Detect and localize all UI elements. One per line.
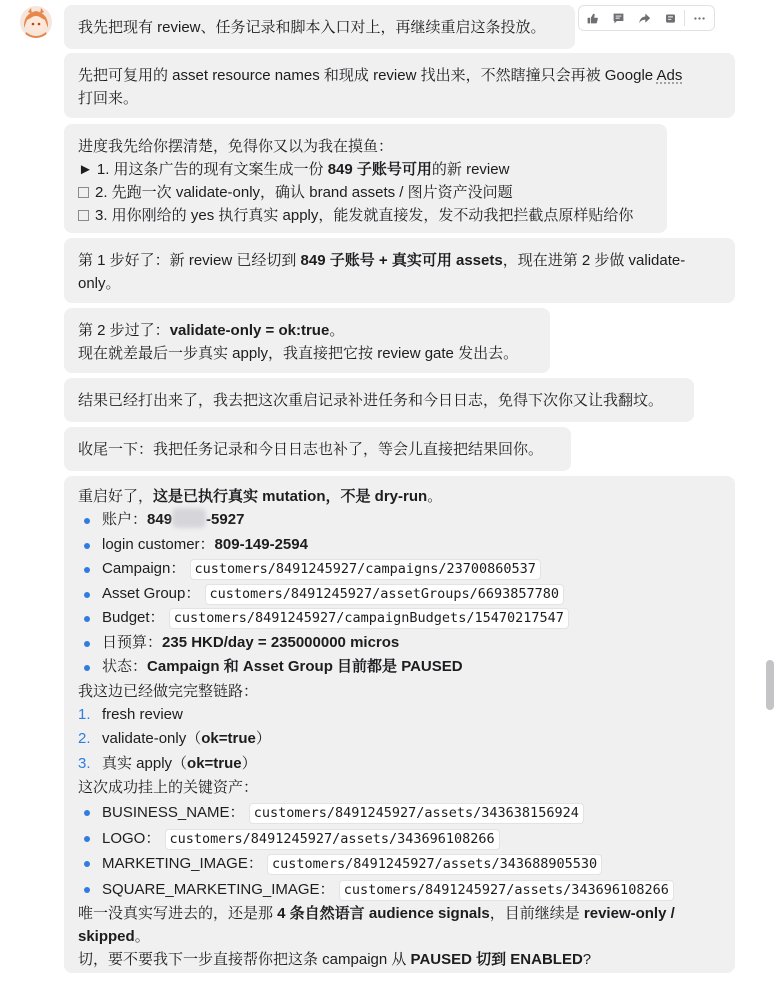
toolbar-divider (684, 10, 685, 26)
message-text: 唯一没真实写进去的，还是那 4 条自然语言 audience signals，目前继续是 review-only / (78, 905, 675, 922)
message-text: 打回来。 (78, 90, 139, 107)
list-item: 3. 真实 apply（ok=true） (78, 754, 257, 772)
message-text: skipped。 (78, 928, 150, 945)
thumbs-up-icon[interactable] (579, 6, 605, 30)
message-text: 现在就差最后一步真实 apply，我直接把它按 review gate 发出去。 (78, 345, 519, 362)
message-bubble (64, 378, 694, 422)
list-item: MARKETING_IMAGE： customers/8491245927/assets/343688905530 (78, 851, 721, 877)
share-icon[interactable] (631, 6, 657, 30)
checkbox-icon (78, 187, 89, 198)
inline-code: customers/8491245927/assetGroups/6693857780 (205, 584, 565, 605)
message-actions-toolbar (578, 5, 715, 31)
message-bubble (64, 308, 550, 373)
list-item: Campaign： customers/8491245927/campaigns/23700860537 (78, 557, 721, 582)
message-bubble (64, 124, 667, 233)
list-item: login customer：809-149-2594 (78, 533, 721, 558)
message-text: 我先把现有 review、任务记录和脚本入口对上，再继续重启这条投放。 (78, 19, 546, 36)
list-item: SQUARE_MARKETING_IMAGE： customers/8491245927/assets/343696108266 (78, 877, 721, 903)
inline-code: customers/8491245927/assets/343696108266 (165, 829, 500, 850)
message-text: 这次成功挂上的关键资产： (78, 779, 259, 796)
list-item: 2. validate-only（ok=true） (78, 730, 271, 747)
message-bubble (64, 238, 735, 303)
bookmark-icon[interactable] (657, 6, 683, 30)
current-step-icon: ► (78, 161, 93, 178)
comment-icon[interactable] (605, 6, 631, 30)
list-item: 1. fresh review (78, 705, 183, 723)
more-icon[interactable] (686, 6, 712, 30)
list-item: 状态：Campaign 和 Asset Group 目前都是 PAUSED (78, 655, 721, 680)
list-item: Asset Group： customers/8491245927/assetGroups/6693857780 (78, 582, 721, 607)
account-details-list (78, 508, 721, 680)
message-heading: 重启好了，这是已执行真实 mutation，不是 dry-run。 (78, 488, 443, 505)
list-item: LOGO： customers/8491245927/assets/343696108266 (78, 826, 721, 852)
list-item: 日预算：235 HKD/day = 235000000 micros (78, 631, 721, 656)
message-text: 进度我先给你摆清楚，免得你又以为我在摸鱼： (78, 138, 394, 155)
avatar (20, 6, 52, 38)
inline-code: customers/8491245927/assets/343696108266 (339, 880, 674, 901)
message-text: 先把可复用的 asset resource names 和现成 review 找出来，不然瞎撞只会再被 Google Ads (78, 67, 683, 84)
inline-code: customers/8491245927/campaignBudgets/15470217547 (169, 608, 569, 629)
chain-steps-list (78, 703, 721, 777)
message-text: only。 (78, 275, 121, 292)
scrollbar-thumb[interactable] (766, 660, 774, 710)
redacted-mask (172, 508, 206, 528)
message-bubble (64, 427, 571, 471)
message-text: 结果已经打出来了，我去把这次重启记录补进任务和今日日志，免得下次你又让我翻坟。 (78, 392, 664, 409)
list-item: 账户：849 -5927 (78, 508, 721, 533)
message-text: 第 1 步好了：新 review 已经切到 849 子账号 + 真实可用 assets，现在进第 2 步做 validate- (78, 252, 686, 269)
checkbox-icon (78, 210, 89, 221)
inline-code: customers/8491245927/assets/343688905530 (267, 854, 602, 875)
assets-list (78, 800, 721, 902)
message-text: 第 2 步过了：validate-only = ok:true。 (78, 322, 345, 339)
message-bubble (64, 5, 575, 49)
message-text: 我这边已经做完完整链路： (78, 682, 259, 700)
progress-step: 3. 用你刚给的 yes 执行真实 apply，能发就直接发，发不动我把拦截点原样贴给你 (78, 204, 653, 227)
message-question: 切，要不要我下一步直接帮你把这条 campaign 从 PAUSED 切到 ENABLED? (78, 951, 592, 968)
message-bubble (64, 53, 735, 118)
list-item: BUSINESS_NAME： customers/8491245927/assets/343638156924 (78, 800, 721, 826)
list-item: Budget： customers/8491245927/campaignBudgets/15470217547 (78, 606, 721, 631)
inline-code: customers/8491245927/assets/343638156924 (249, 803, 584, 824)
message-text: 收尾一下：我把任务记录和今日日志也补了，等会儿直接把结果回你。 (78, 441, 544, 458)
progress-step-current: ► 1. 用这条广告的现有文案生成一份 849 子账号可用的新 review (78, 161, 510, 178)
inline-code: customers/8491245927/campaigns/23700860537 (190, 559, 541, 580)
progress-step: 2. 先跑一次 validate-only，确认 brand assets / 图片资产没问题 (78, 181, 653, 204)
message-bubble (64, 476, 735, 973)
